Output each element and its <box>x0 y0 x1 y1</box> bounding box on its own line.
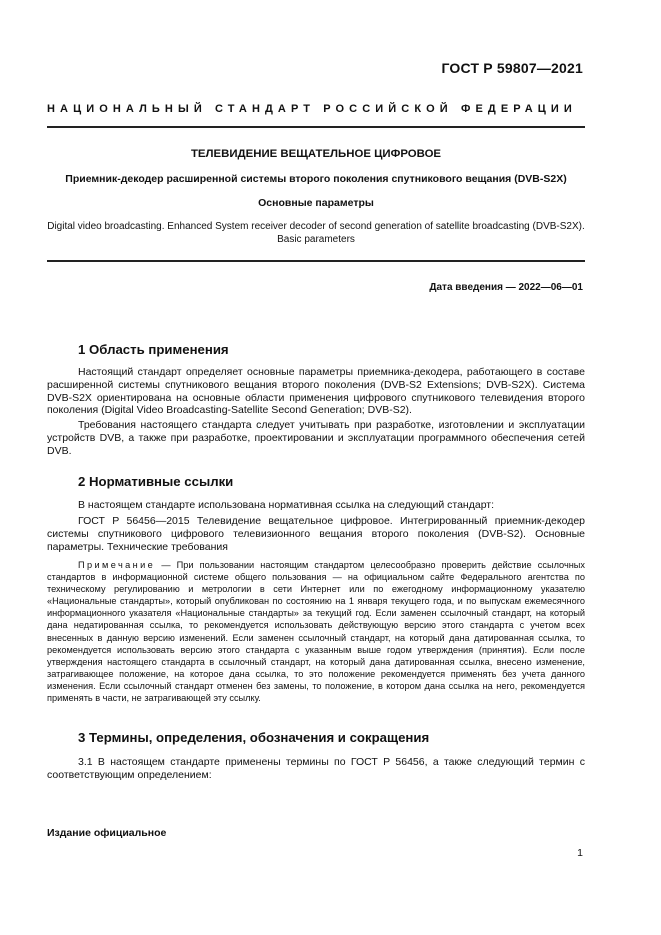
document-section-title: Основные параметры <box>258 197 374 209</box>
section-heading-terms: 3 Термины, определения, обозначения и сокращения <box>78 730 430 745</box>
section-heading-scope: 1 Область применения <box>78 342 229 357</box>
standard-number: ГОСТ Р 59807—2021 <box>441 60 583 76</box>
terms-paragraph-1: 3.1 В настоящем стандарте применены термины по ГОСТ Р 56456, а также следующий термин с соответствующим определением: <box>47 756 585 781</box>
english-title: Digital video broadcasting. Enhanced System receiver decoder of second generation of satellite broadcasting (DVB-S2X). Basic parameters <box>47 221 585 245</box>
top-rule <box>47 126 585 128</box>
title-rule <box>47 260 585 262</box>
references-note <box>47 559 585 704</box>
document-subtitle: Приемник-декодер расширенной системы второго поколения спутникового вещания (DVB-S2X) <box>65 173 567 185</box>
note-text: — При пользовании настоящим стандартом целесообразно проверить действие ссылочных стандартов в информационной системе общего пользования — на официальном сайте Федерального агентства по техническому регулированию и метрологии в сети Интернет или по ежегодному информационному указателю «Национальные стандарты», который опубликован по состоянию на 1 января текущего года, и по выпускам ежемесячного информационного указателя «Национальные стандарты» за текущий год. Если заменен ссылочный стандарт, на который дана недатированная ссылка, то рекомендуется использовать действующую версию этого стандарта с учетом всех внесенных в данную версию изменений. Если заменен ссылочный стандарт, на который дана датированная ссылка, то рекомендуется использовать версию этого стандарта с указанным выше годом утверждения (принятия). Если после утверждения настоящего стандарта в ссылочный стандарт, на который дана датированная ссылка, внесено изменение, затрагивающее положение, на которое дана ссылка, то это положение рекомендуется применять без учета данного изменения. Если ссылочный стандарт отменен без замены, то положение, в котором дана ссылка на него, рекомендуется применять в части, не затрагивающей эту ссылку. <box>47 560 585 704</box>
note-label: Примечание <box>78 560 156 570</box>
references-paragraph-1: В настоящем стандарте использована нормативная ссылка на следующий стандарт: <box>78 499 495 511</box>
section-heading-references: 2 Нормативные ссылки <box>78 474 234 489</box>
edition-label: Издание официальное <box>47 827 167 839</box>
page-number: 1 <box>577 847 583 859</box>
scope-paragraph-1: Настоящий стандарт определяет основные параметры приемника-декодера, работающего в составе расширенной системы спутникового вещания второго поколения (DVB-S2 Extensions; DVB-S2X). Система DVB-S2X ориентирована на основные области применения цифрового спутникового телевидения второго поколения (Digital Video Broadcasting-Satellite Second Generation; DVB-S2). <box>47 366 585 417</box>
document-title: ТЕЛЕВИДЕНИЕ ВЕЩАТЕЛЬНОЕ ЦИФРОВОЕ <box>190 148 442 160</box>
national-standard-title: НАЦИОНАЛЬНЫЙ СТАНДАРТ РОССИЙСКОЙ ФЕДЕРАЦИИ <box>47 103 577 115</box>
introduction-date: Дата введения — 2022—06—01 <box>429 282 583 293</box>
references-paragraph-2: ГОСТ Р 56456—2015 Телевидение вещательное цифровое. Интегрированный приемник-декодер системы спутникового цифрового телевизионного вещания второго поколения (DVB-S2). Основные параметры. Технические требования <box>47 515 585 553</box>
scope-paragraph-2: Требования настоящего стандарта следует учитывать при разработке, изготовлении и эксплуатации устройств DVB, а также при разработке, проектировании и эксплуатации программного обеспечения сетей DVB. <box>47 419 585 457</box>
